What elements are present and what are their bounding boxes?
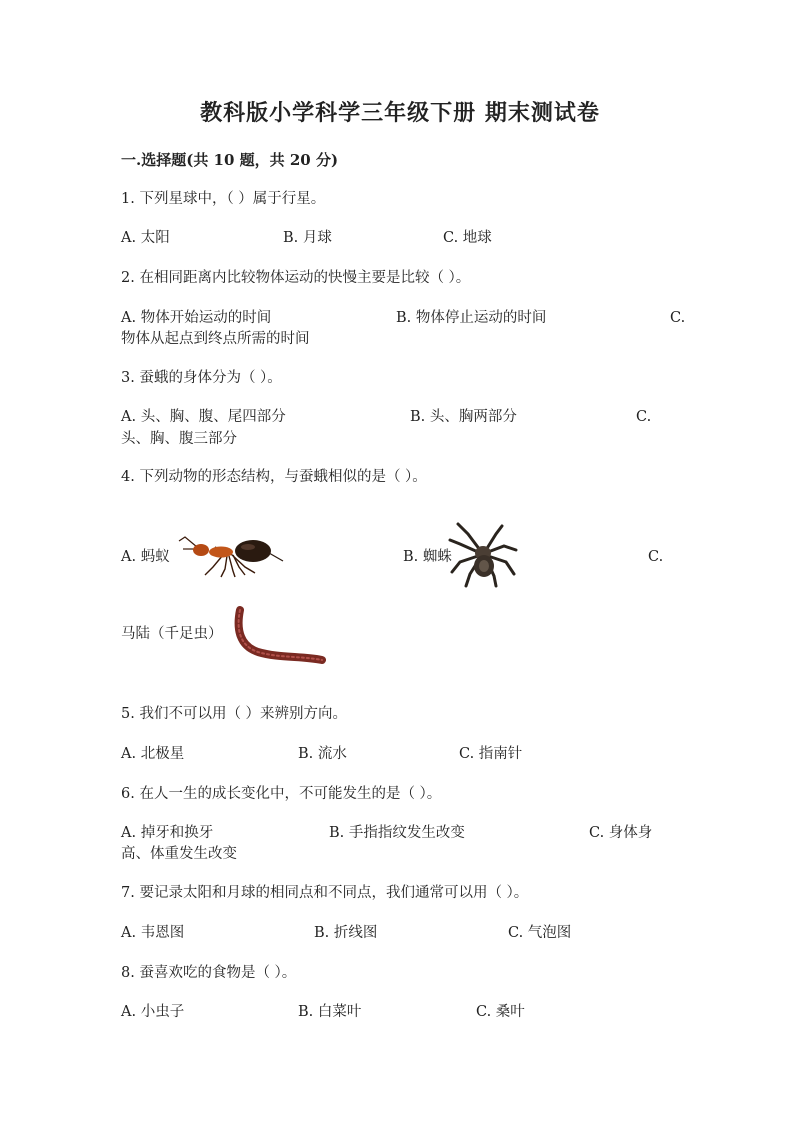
question-5-option-b: B. 流水 (298, 746, 347, 762)
question-2-option-b: B. 物体停止运动的时间 (396, 310, 547, 326)
spider-image (446, 520, 520, 588)
question-3-option-b: B. 头、胸两部分 (410, 409, 517, 425)
question-5-stem: 5. 我们不可以用（ ）来辨别方向。 (121, 706, 348, 722)
question-6-option-c-label: C. 身体身 (589, 825, 653, 841)
question-1-option-b: B. 月球 (283, 230, 332, 246)
question-8-stem: 8. 蚕喜欢吃的食物是（ ）。 (121, 965, 297, 981)
question-5-option-c: C. 指南针 (459, 746, 523, 762)
millipede-image (232, 604, 328, 666)
question-8-option-a: A. 小虫子 (121, 1004, 185, 1020)
question-6-stem: 6. 在人一生的成长变化中，不可能发生的是（ ）。 (121, 786, 442, 802)
question-4-option-c-label: C. (648, 549, 664, 565)
question-3-option-c-label: C. (636, 409, 652, 425)
question-3-stem: 3. 蚕蛾的身体分为（ ）。 (121, 370, 282, 386)
question-4-option-a: A. 蚂蚁 (121, 549, 170, 565)
question-2-option-a: A. 物体开始运动的时间 (121, 310, 272, 326)
question-6-option-a: A. 掉牙和换牙 (121, 825, 214, 841)
question-6-option-c-text: 高、体重发生改变 (121, 846, 237, 862)
question-4-option-c-text: 马陆（千足虫） (121, 626, 223, 642)
page-title: 教科版小学科学三年级下册 期末测试卷 (200, 100, 600, 126)
question-6-option-b: B. 手指指纹发生改变 (329, 825, 465, 841)
question-3-option-c-text: 头、胸、腹三部分 (121, 431, 237, 447)
question-7-option-b: B. 折线图 (314, 925, 378, 941)
question-4-option-b: B. 蜘蛛 (403, 549, 452, 565)
question-2-stem: 2. 在相同距离内比较物体运动的快慢主要是比较（ ）。 (121, 270, 471, 286)
question-2-option-c-text: 物体从起点到终点所需的时间 (121, 331, 310, 347)
question-2-option-c-label: C. (670, 310, 686, 326)
question-4-stem: 4. 下列动物的形态结构，与蚕蛾相似的是（ ）。 (121, 469, 427, 485)
question-8-option-c: C. 桑叶 (476, 1004, 525, 1020)
question-7-option-c: C. 气泡图 (508, 925, 572, 941)
question-3-option-a: A. 头、胸、腹、尾四部分 (121, 409, 286, 425)
question-7-option-a: A. 韦恩图 (121, 925, 185, 941)
question-1-stem: 1. 下列星球中，（ ）属于行星。 (121, 191, 326, 207)
question-5-option-a: A. 北极星 (121, 746, 185, 762)
section-heading: 一.选择题(共 10 题，共 20 分) (121, 151, 339, 169)
question-1-option-c: C. 地球 (443, 230, 492, 246)
ant-image (175, 527, 287, 579)
question-8-option-b: B. 白菜叶 (298, 1004, 362, 1020)
question-7-stem: 7. 要记录太阳和月球的相同点和不同点，我们通常可以用（ ）。 (121, 885, 529, 901)
question-1-option-a: A. 太阳 (121, 230, 170, 246)
